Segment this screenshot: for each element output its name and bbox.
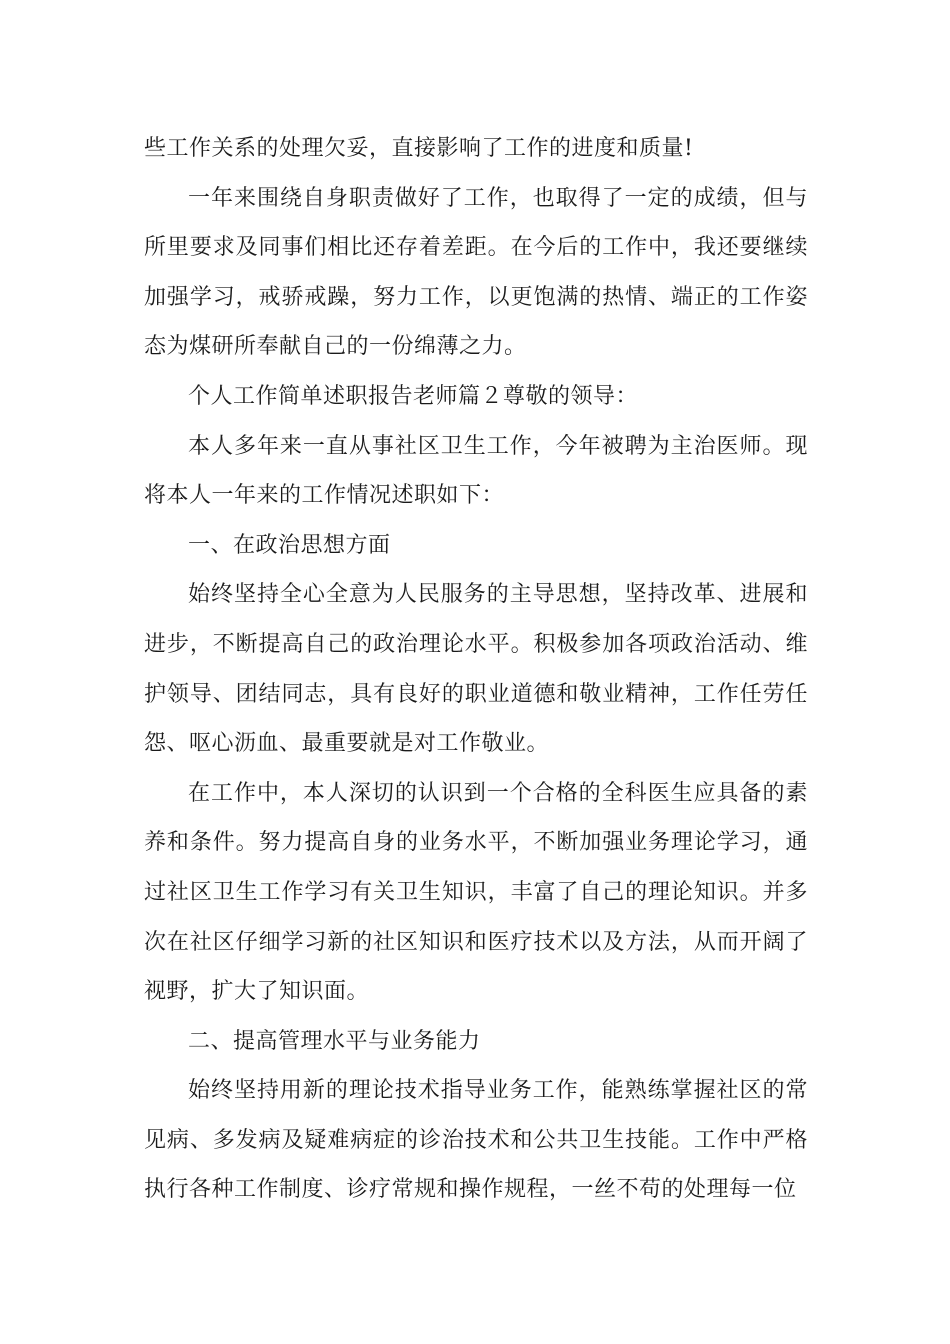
paragraph-intro: 本人多年来一直从事社区卫生工作，今年被聘为主治医师。现将本人一年来的工作情况述职如下： bbox=[144, 433, 808, 509]
document-body bbox=[144, 124, 808, 1215]
paragraph-continuation: 些工作关系的处理欠妥，直接影响了工作的进度和质量! bbox=[144, 136, 694, 161]
paragraph-report-title: 个人工作简单述职报告老师篇２尊敬的领导： bbox=[188, 383, 639, 409]
paragraph-summary: 一年来围绕自身职责做好了工作，也取得了一定的成绩，但与所里要求及同事们相比还存着差距。在今后的工作中，我还要继续加强学习，戒骄戒躁，努力工作，以更饱满的热情、端正的工作姿态为煤研所奉献自己的一份绵薄之力。 bbox=[144, 185, 808, 360]
section-heading-management: 二、提高管理水平与业务能力 bbox=[188, 1028, 481, 1054]
section-heading-political: 一、在政治思想方面 bbox=[188, 532, 391, 558]
paragraph-professional-study: 在工作中，本人深切的认识到一个合格的全科医生应具备的素养和条件。努力提高自身的业务水平，不断加强业务理论学习，通过社区卫生工作学习有关卫生知识，丰富了自己的理论知识。并多次在社区仔细学习新的社区知识和医疗技术以及方法，从而开阔了视野，扩大了知识面。 bbox=[144, 780, 808, 1005]
paragraph-political: 始终坚持全心全意为人民服务的主导思想，坚持改革、进展和进步，不断提高自己的政治理论水平。积极参加各项政治活动、维护领导、团结同志，具有良好的职业道德和敬业精神，工作任劳任怨、呕心沥血、最重要就是对工作敬业。 bbox=[144, 582, 808, 757]
paragraph-management: 始终坚持用新的理论技术指导业务工作，能熟练掌握社区的常见病、多发病及疑难病症的诊治技术和公共卫生技能。工作中严格执行各种工作制度、诊疗常规和操作规程，一丝不苟的处理每一位 bbox=[144, 1078, 808, 1203]
